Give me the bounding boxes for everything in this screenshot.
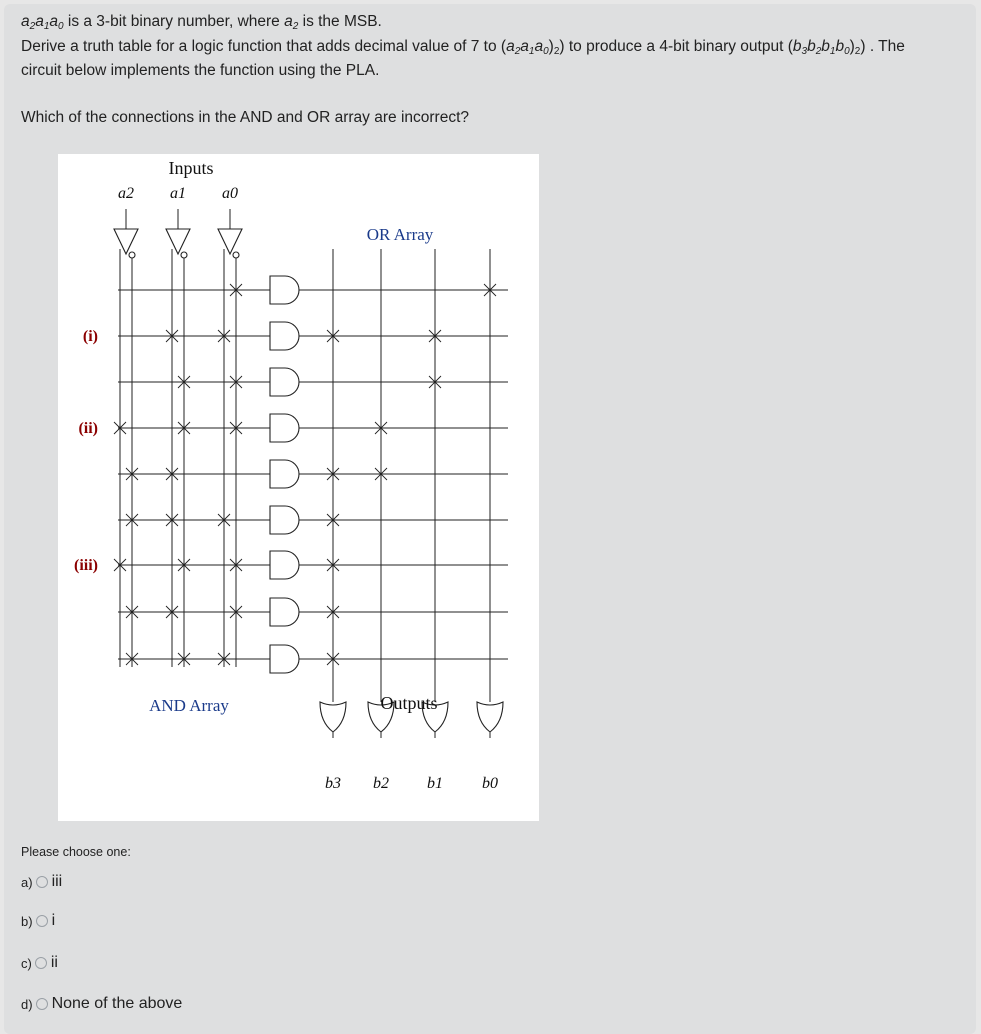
input-buffer-1 [166, 229, 190, 254]
row-marker-0: (i) [82, 328, 98, 345]
output-label-b3: b3 [325, 775, 341, 792]
and-gate-1 [270, 322, 299, 350]
radio-a[interactable] [36, 876, 48, 888]
pla-diagram [58, 154, 539, 821]
and-gate-3 [270, 414, 299, 442]
input-buffer-2 [218, 229, 242, 254]
and-gate-7 [270, 598, 299, 626]
var-a2: $a_2a_1a_0$ [21, 13, 64, 32]
choose-prompt: Please choose one: [21, 845, 131, 859]
inverter-bubble [233, 252, 239, 258]
and-gate-2 [270, 368, 299, 396]
and-gate-4 [270, 460, 299, 488]
and-gate-8 [270, 645, 299, 673]
question-line-2: Derive a truth table for a logic function that adds decimal value of 7 to $(a_2a_1a_0)_2$) to produce a 4-bit binary output $(b_3b_2b_1b_0)_2$) . The [21, 38, 905, 57]
row-marker-1: (ii) [78, 420, 98, 437]
radio-d[interactable] [36, 998, 48, 1010]
inputs-title: Inputs [168, 158, 214, 178]
inverter-bubble [129, 252, 135, 258]
option-d[interactable]: d) None of the above [21, 995, 183, 1012]
pla-figure [58, 154, 539, 821]
or-gate-3 [477, 702, 503, 732]
input-buffer-0 [114, 229, 138, 254]
and-gate-6 [270, 551, 299, 579]
input-label-a0: a0 [222, 185, 238, 202]
or-array-label: OR Array [366, 225, 434, 244]
row-marker-2: (iii) [74, 557, 98, 574]
question-line-1: $a_2a_1a_0$ is a 3-bit binary number, where $a_2$ is the MSB. [21, 13, 382, 32]
output-label-b2: b2 [373, 775, 389, 792]
output-label-b1: b1 [427, 775, 443, 792]
and-array-label: AND Array [149, 696, 229, 715]
output-label-b0: b0 [482, 775, 498, 792]
option-c[interactable]: c) ii [21, 954, 58, 971]
radio-b[interactable] [36, 915, 48, 927]
question-line-3: circuit below implements the function using the PLA. [21, 62, 380, 79]
or-gate-0 [320, 702, 346, 732]
input-label-a2: a2 [118, 185, 134, 202]
option-a[interactable]: a) iii [21, 873, 63, 890]
outputs-title: Outputs [380, 693, 438, 713]
question-line-4: Which of the connections in the AND and OR array are incorrect? [21, 109, 469, 126]
and-gate-5 [270, 506, 299, 534]
and-gate-0 [270, 276, 299, 304]
option-b[interactable]: b) i [21, 912, 56, 929]
inverter-bubble [181, 252, 187, 258]
radio-c[interactable] [35, 957, 47, 969]
input-label-a1: a1 [170, 185, 186, 202]
